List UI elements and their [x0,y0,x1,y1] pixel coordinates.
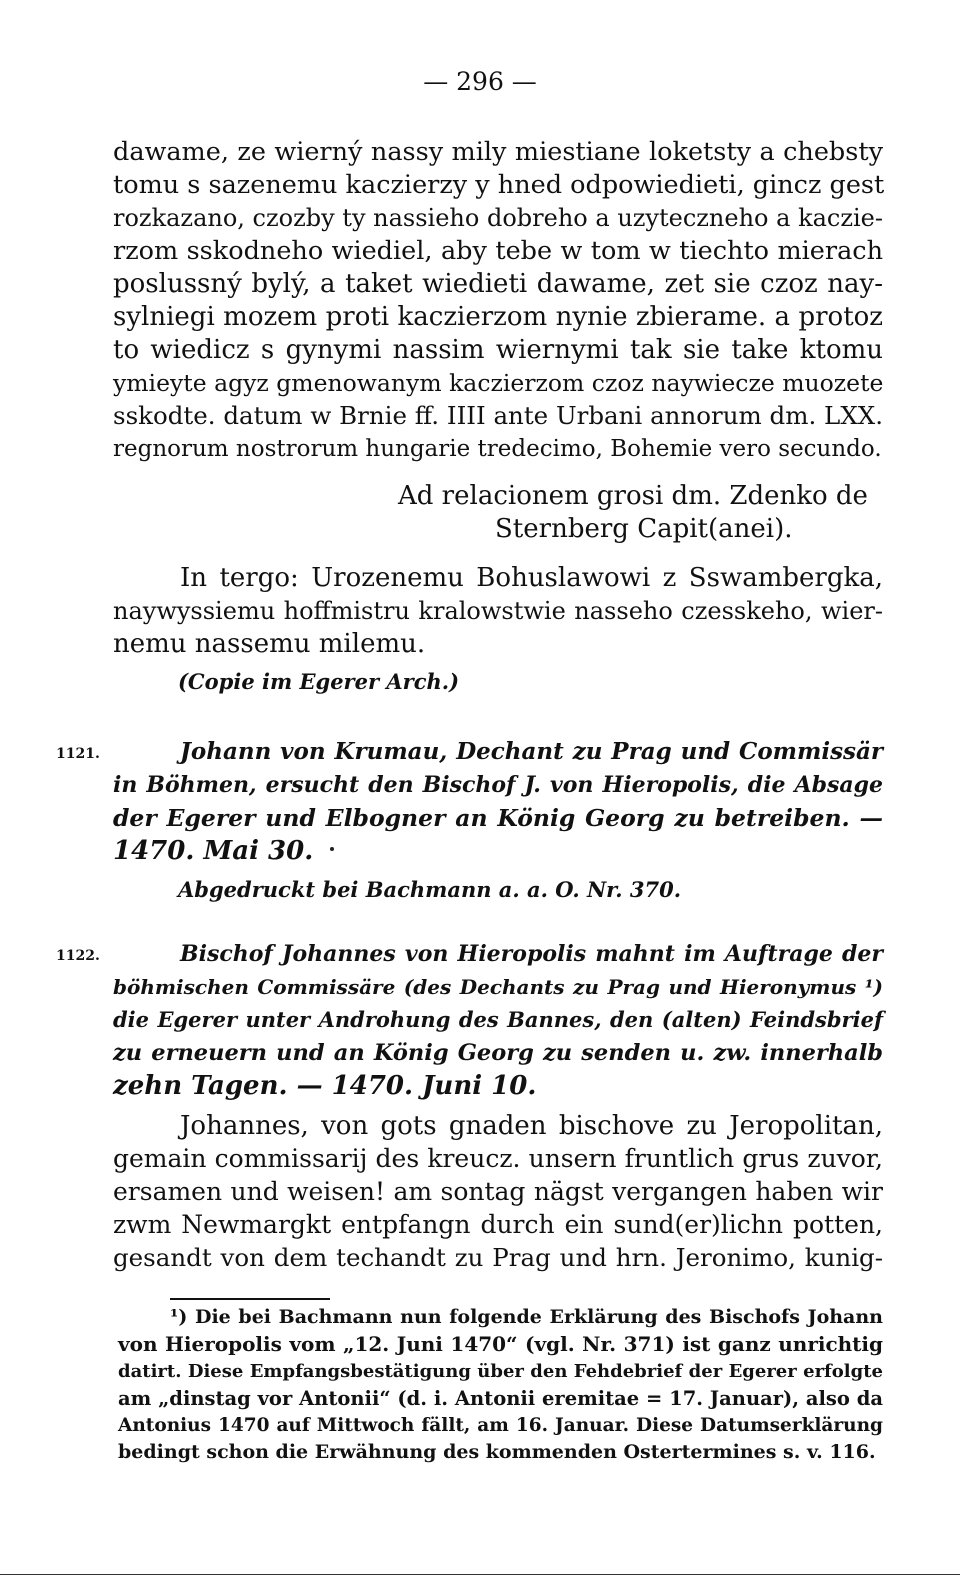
text-line: rozkazano, czozby ty nassieho dobreho a uzyteczneho a kaczie- [113,204,883,232]
text-line: naywyssiemu hoffmistru kralowstwie nasseho czesskeho, wier- [113,597,883,625]
text-line: sskodte. datum w Brnie ff. IIII ante Urbani annorum dm. LXX. [113,401,883,430]
relatio-line: Ad relacionem grosi dm. Zdenko de [398,481,868,511]
heading-line: zu erneuern und an König Georg zu senden u. zw. innerhalb [113,1040,883,1066]
print-reference: Abgedruckt bei Bachmann a. a. O. Nr. 370. [178,877,682,902]
footnote-line: von Hieropolis vom „12. Juni 1470“ (vgl. Nr. 371) ist ganz unrichtig [118,1332,883,1356]
text-line: ersamen und weisen! am sontag nägst vergangen haben wir [113,1177,883,1206]
text-line: sylniegi mozem proti kaczierzom nynie zbierame. a protoz [113,302,883,332]
footnote-line: Antonius 1470 auf Mittwoch fällt, am 16. Januar. Diese Datumserklärung [118,1415,883,1436]
text-line: gesandt von dem techandt zu Prag und hrn. Jeronimo, kunig- [113,1243,883,1272]
heading-line: zehn Tagen. — 1470. Juni 10. [113,1071,537,1101]
text-line: In tergo: Urozenemu Bohuslawowi z Sswambergka, [180,563,883,593]
heading-line: in Böhmen, ersucht den Bischof J. von Hieropolis, die Absage [113,772,883,798]
text-line: dawame, ze wierný nassy mily miestiane loketsty a chebsty [113,137,883,167]
entry-number: 1121. [56,746,100,762]
page-number: — 296 — [423,67,537,96]
text-line: regnorum nostrorum hungarie tredecimo, Bohemie vero secundo. [113,436,882,462]
scan-edge [0,1574,960,1575]
footnote-line: am „dinstag vor Antonii“ (d. i. Antonii eremitae = 17. Januar), also da [118,1387,883,1410]
entry-number: 1122. [56,948,100,964]
text-line: Johannes, von gots gnaden bischove zu Jeropolitan, [180,1111,883,1141]
heading-line: böhmischen Commissäre (des Dechants zu Prag und Hieronymus ¹) [113,975,883,999]
source-note: (Copie im Egerer Arch.) [178,669,460,694]
text-line: nemu nassemu milemu. [113,629,426,659]
text-line: to wiedicz s gynymi nassim wiernymi tak sie take ktomu [113,335,883,365]
stray-dot [330,847,334,851]
heading-line: Bischof Johannes von Hieropolis mahnt im Auftrage der [180,941,883,967]
heading-line: der Egerer und Elbogner an König Georg zu betreiben. — [113,804,883,832]
text-line: rzom sskodneho wiediel, aby tebe w tom w tiechto mierach [113,236,883,266]
heading-line: 1470. Mai 30. [113,836,314,866]
text-line: gemain commissarij des kreucz. unsern fruntlich grus zuvor, [113,1144,883,1173]
relatio-line: Sternberg Capit(anei). [495,514,793,544]
text-line: zwm Newmargkt entpfangn durch ein sund(er)lichn potten, [113,1210,883,1239]
text-line: ymieyte agyz gmenowanym kaczierzom czoz naywiecze muozete [113,369,884,397]
footnote-line: bedingt schon die Erwähnung des kommenden Ostertermines s. v. 116. [118,1441,876,1463]
footnote-line: datirt. Diese Empfangsbestätigung über den Fehdebrief der Egerer erfolgte [118,1361,883,1382]
footnote-line: ¹) Die bei Bachmann nun folgende Erklärung des Bischofs Johann [170,1306,883,1328]
text-line: poslussný bylý, a taket wiedieti dawame, zet sie czoz nay- [113,269,883,299]
heading-line: Johann von Krumau, Dechant zu Prag und Commissär [180,738,883,765]
text-line: tomu s sazenemu kaczierzy y hned odpowiedieti, gincz gest [113,170,885,200]
heading-line: die Egerer unter Androhung des Bannes, den (alten) Feindsbrief [113,1007,883,1032]
footnote-rule [170,1298,330,1300]
